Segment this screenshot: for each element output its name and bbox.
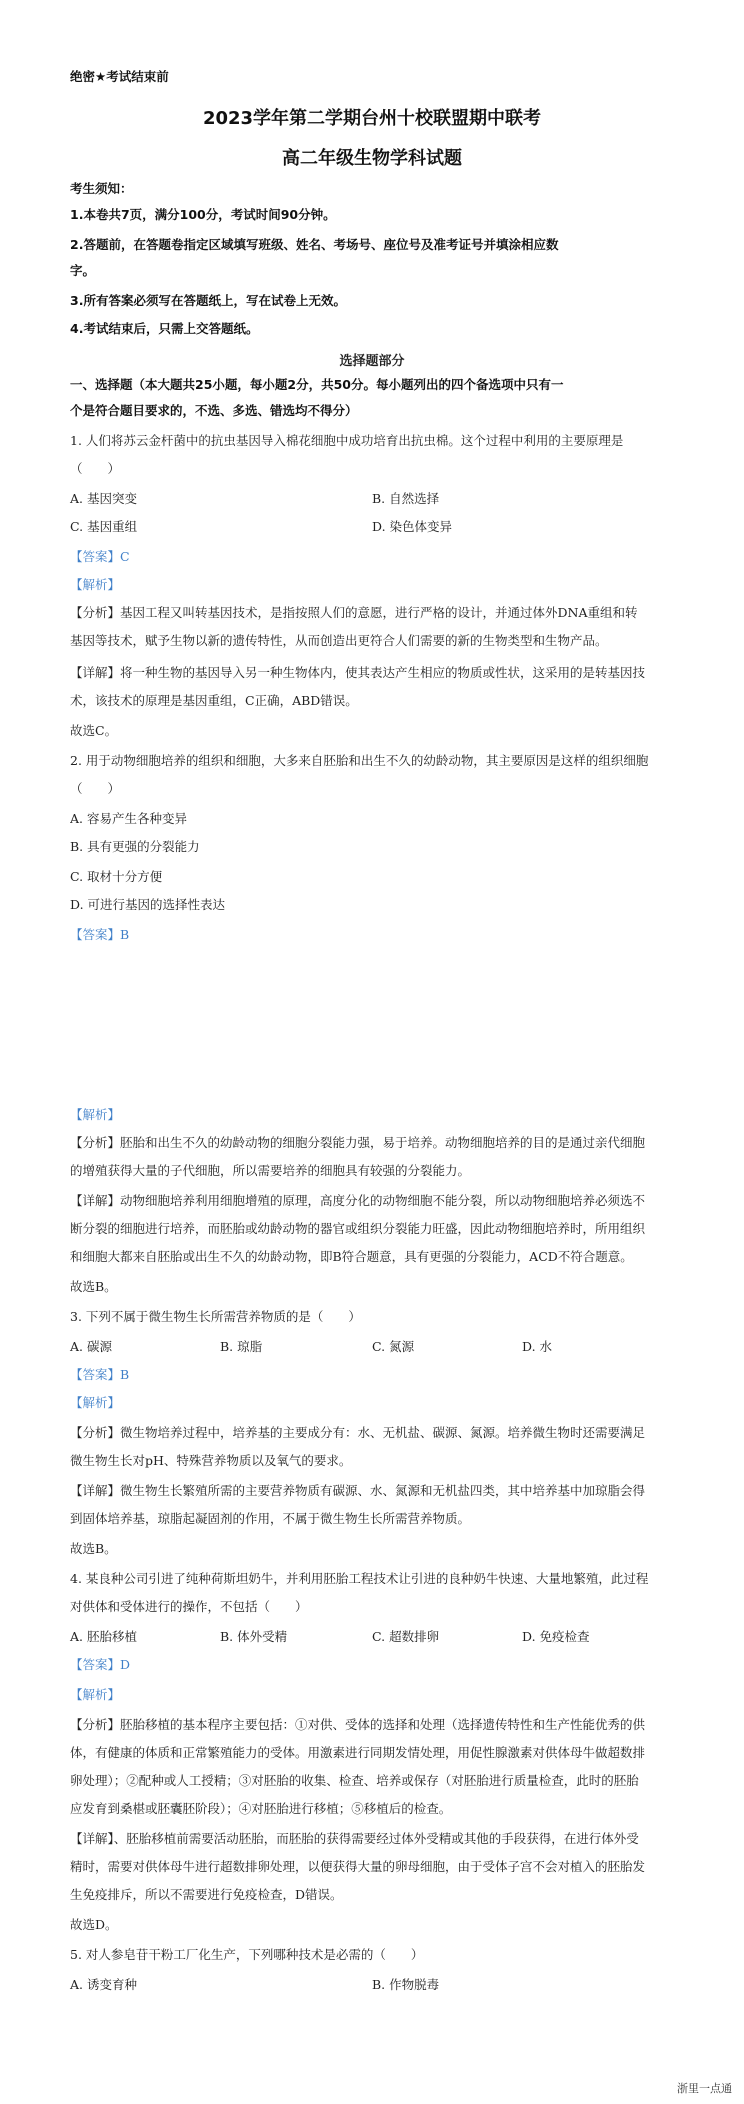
q4-option-a: A. 胚胎移植 (70, 1629, 137, 1644)
notice-item-3: 3.所有答案必须写在答题纸上，写在试卷上无效。 (70, 293, 346, 308)
q4-stem-b: 对供体和受体进行的操作，不包括（ ） (70, 1599, 308, 1614)
q3-fenxi-a: 【分析】微生物培养过程中，培养基的主要成分有：水、无机盐、碳源、氮源。培养微生物时还需要满足 (70, 1425, 646, 1440)
q3-xiangjie-b: 到固体培养基，琼脂起凝固剂的作用，不属于微生物生长所需营养物质。 (70, 1511, 471, 1526)
q2-option-b: B. 具有更强的分裂能力 (70, 839, 200, 854)
section-intro-a: 一、选择题（本大题共25小题，每小题2分，共50分。每小题列出的四个备选项中只有一 (70, 377, 564, 392)
q2-option-c: C. 取材十分方便 (70, 869, 163, 884)
q4-fenxi-d: 应发育到桑椹或胚囊胚阶段）；④对胚胎进行移植；⑤移植后的检查。 (70, 1801, 452, 1816)
q3-answer: 【答案】B (70, 1367, 130, 1382)
q1-stem-b: （ ） (70, 461, 121, 476)
q4-answer: 【答案】D (70, 1657, 131, 1672)
exam-subtitle: 高二年级生物学科试题 (282, 148, 462, 169)
notice-item-2a: 2.答题前，在答题卷指定区域填写班级、姓名、考场号、座位号及准考证号并填涂相应数 (70, 237, 559, 252)
q3-conclusion: 故选B。 (70, 1541, 117, 1556)
q1-option-d: D. 染色体变异 (372, 519, 453, 534)
q4-option-c: C. 超数排卵 (372, 1629, 440, 1644)
q4-fenxi-c: 卵处理）；②配种或人工授精；③对胚胎的收集、检查、培养或保存（对胚胎进行质量检查，此时的胚胎 (70, 1773, 639, 1788)
q4-stem-a: 4. 某良种公司引进了纯种荷斯坦奶牛，并利用胚胎工程技术让引进的良种奶牛快速、大量地繁殖，此过程 (70, 1571, 649, 1586)
section-intro-b: 个是符合题目要求的，不选、多选、错选均不得分） (70, 403, 358, 418)
q2-option-d: D. 可进行基因的选择性表达 (70, 897, 226, 912)
q1-option-a: A. 基因突变 (70, 491, 137, 506)
notice-heading: 考生须知： (70, 181, 133, 196)
q1-conclusion: 故选C。 (70, 723, 118, 738)
q2-stem-a: 2. 用于动物细胞培养的组织和细胞，大多来自胚胎和出生不久的幼龄动物，其主要原因是这样的组织细胞 (70, 753, 649, 768)
q3-option-c: C. 氮源 (372, 1339, 415, 1354)
secret-label: 绝密★考试结束前 (70, 69, 169, 84)
q5-option-a: A. 诱变育种 (70, 1977, 137, 1992)
q2-option-a: A. 容易产生各种变异 (70, 811, 187, 826)
q1-fenxi-a: 【分析】基因工程又叫转基因技术，是指按照人们的意愿，进行严格的设计，并通过体外DNA重组和转 (70, 605, 638, 620)
exam-title: 2023学年第二学期台州十校联盟期中联考 (202, 108, 542, 129)
q2-fenxi-b: 的增殖获得大量的子代细胞，所以需要培养的细胞具有较强的分裂能力。 (70, 1163, 471, 1178)
q2-answer: 【答案】B (70, 927, 130, 942)
q5-option-b: B. 作物脱毒 (372, 1977, 440, 1992)
q4-analysis-label: 【解析】 (70, 1687, 121, 1702)
q1-xiangjie-b: 术，该技术的原理是基因重组，C正确，ABD错误。 (70, 693, 358, 708)
q3-analysis-label: 【解析】 (70, 1395, 121, 1410)
q2-conclusion: 故选B。 (70, 1279, 117, 1294)
q1-option-c: C. 基因重组 (70, 519, 138, 534)
q3-stem: 3. 下列不属于微生物生长所需营养物质的是（ ） (70, 1309, 361, 1324)
q1-stem-a: 1. 人们将苏云金杆菌中的抗虫基因导入棉花细胞中成功培育出抗虫棉。这个过程中利用的主要原理是 (70, 433, 624, 448)
q3-option-b: B. 琼脂 (220, 1339, 263, 1354)
q1-answer: 【答案】C (70, 549, 130, 564)
footer-brand: 浙里一点通 (677, 2082, 732, 2095)
q4-xiangjie-b: 精时，需要对供体母牛进行超数排卵处理，以便获得大量的卵母细胞，由于受体子宫不会对植入的胚胎发 (70, 1859, 646, 1874)
notice-item-1: 1.本卷共7页，满分100分，考试时间90分钟。 (70, 207, 336, 222)
q4-option-b: B. 体外受精 (220, 1629, 288, 1644)
q1-analysis-label: 【解析】 (70, 577, 121, 592)
q2-analysis-label: 【解析】 (70, 1107, 121, 1122)
section-title: 选择题部分 (339, 354, 405, 369)
q3-option-a: A. 碳源 (70, 1339, 112, 1354)
q2-xiangjie-b: 断分裂的细胞进行培养，而胚胎或幼龄动物的器官或组织分裂能力旺盛，因此动物细胞培养时，所用组织 (70, 1221, 646, 1236)
q3-xiangjie-a: 【详解】微生物生长繁殖所需的主要营养物质有碳源、水、氮源和无机盐四类，其中培养基中加琼脂会得 (70, 1483, 646, 1498)
q4-option-d: D. 免疫检查 (522, 1629, 590, 1644)
q2-xiangjie-a: 【详解】动物细胞培养利用细胞增殖的原理，高度分化的动物细胞不能分裂，所以动物细胞培养必须选不 (70, 1193, 646, 1208)
q4-fenxi-b: 体，有健康的体质和正常繁殖能力的受体。用激素进行同期发情处理，用促性腺激素对供体母牛做超数排 (70, 1745, 646, 1760)
q2-fenxi-a: 【分析】胚胎和出生不久的幼龄动物的细胞分裂能力强，易于培养。动物细胞培养的目的是通过亲代细胞 (70, 1135, 646, 1150)
q3-fenxi-b: 微生物生长对pH、特殊营养物质以及氧气的要求。 (70, 1453, 352, 1468)
q2-xiangjie-c: 和细胞大都来自胚胎或出生不久的幼龄动物，即B符合题意，具有更强的分裂能力，ACD不符合题意。 (70, 1249, 633, 1264)
q1-fenxi-b: 基因等技术，赋予生物以新的遗传特性，从而创造出更符合人们需要的新的生物类型和生物产品。 (70, 633, 608, 648)
q4-conclusion: 故选D。 (70, 1917, 118, 1932)
q4-xiangjie-c: 生免疫排斥，所以不需要进行免疫检查，D错误。 (70, 1887, 343, 1902)
notice-item-2b: 字。 (70, 263, 96, 278)
q4-xiangjie-a: 【详解】、胚胎移植前需要活动胚胎，而胚胎的获得需要经过体外受精或其他的手段获得，在进行体外受 (70, 1831, 639, 1846)
q1-xiangjie-a: 【详解】将一种生物的基因导入另一种生物体内，使其表达产生相应的物质或性状，这采用的是转基因技 (70, 665, 646, 680)
q4-fenxi-a: 【分析】胚胎移植的基本程序主要包括：①对供、受体的选择和处理（选择遗传特性和生产性能优秀的供 (70, 1717, 646, 1732)
notice-item-4: 4.考试结束后，只需上交答题纸。 (70, 321, 259, 336)
q2-stem-b: （ ） (70, 781, 121, 796)
q1-option-b: B. 自然选择 (372, 491, 440, 506)
q3-option-d: D. 水 (522, 1339, 553, 1354)
q5-stem: 5. 对人参皂苷干粉工厂化生产，下列哪种技术是必需的（ ） (70, 1947, 424, 1962)
